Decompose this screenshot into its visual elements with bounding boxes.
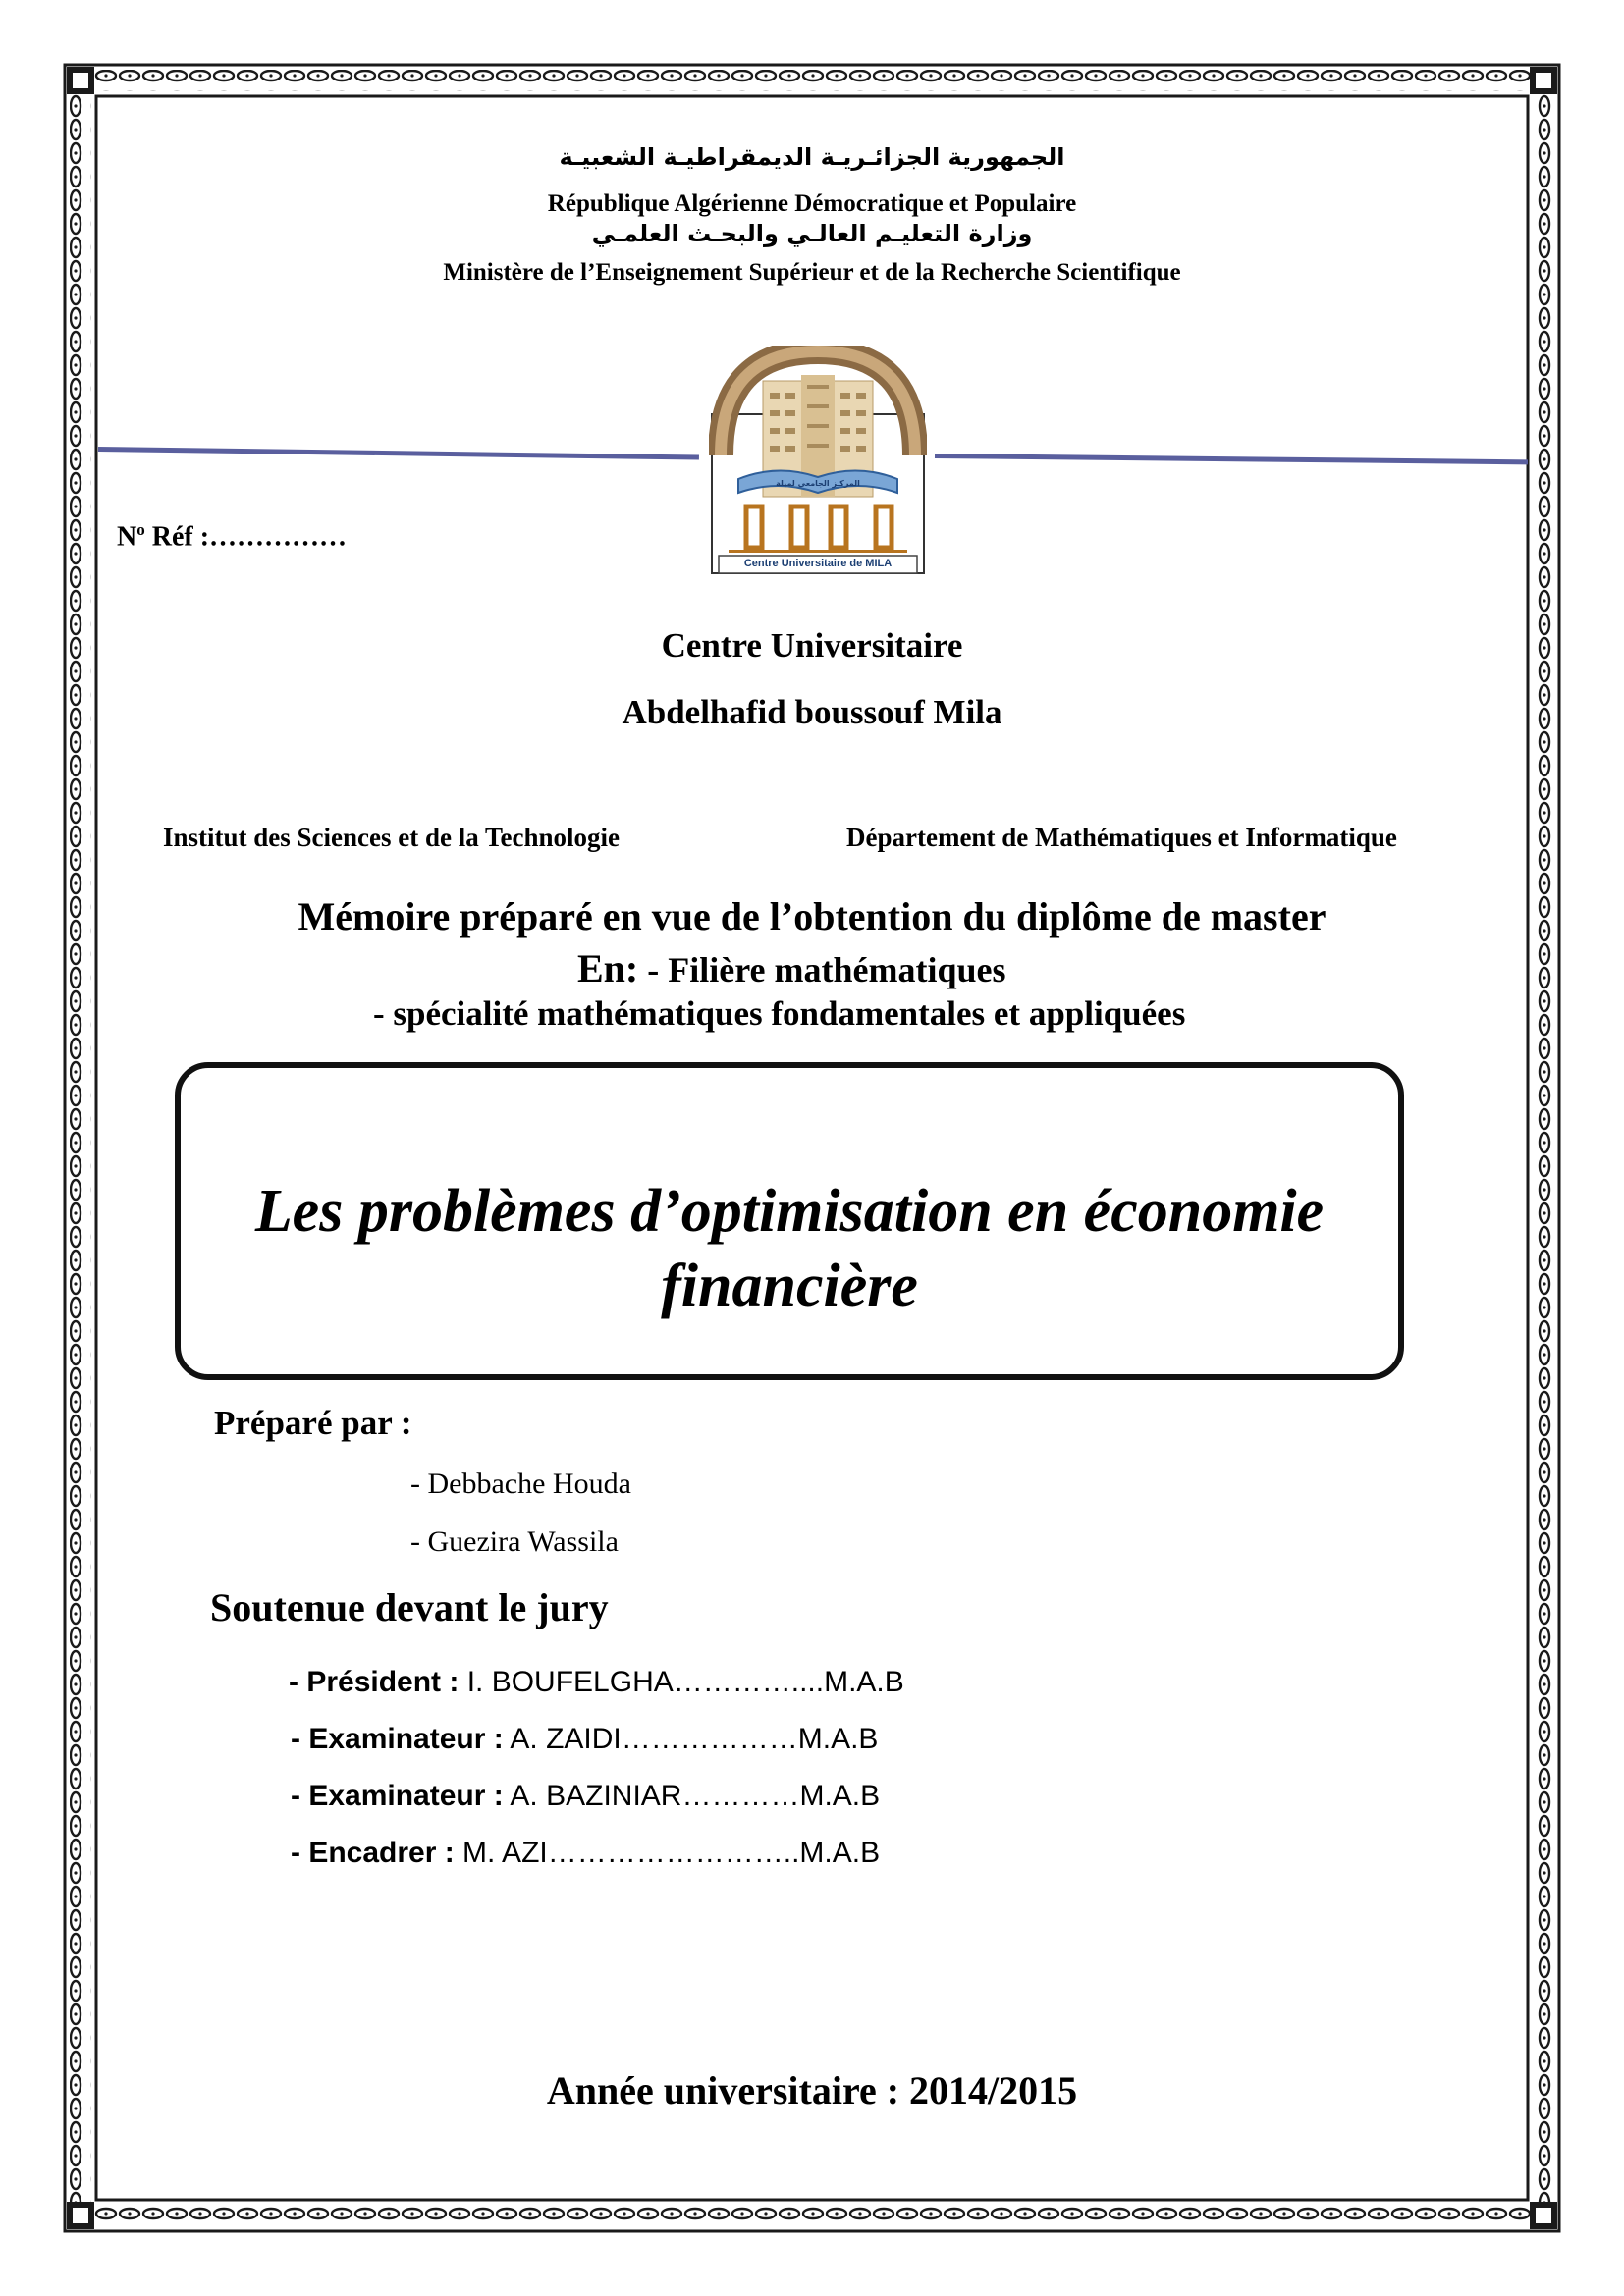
jury-member-supervisor: - Encadrer : M. AZI……………………..M.A.B (291, 1837, 881, 1869)
memoire-field: En: - Filière mathématiques (577, 946, 1006, 990)
prepared-by-label: Préparé par : (214, 1404, 412, 1442)
university-name-line2: Abdelhafid boussouf Mila (622, 693, 1002, 731)
academic-year: Année universitaire : 2014/2015 (546, 2068, 1078, 2112)
header-french-ministry: Ministère de l’Enseignement Supérieur et de la Recherche Scientifique (443, 259, 1181, 286)
header-arabic-republic: الجمهورية الجزائـريـة الديمقراطيـة الشعبيـة (559, 143, 1065, 171)
en-label: En: (577, 946, 639, 990)
university-logo (709, 346, 927, 575)
memoire-speciality: - spécialité mathématiques fondamentales et appliquées (373, 994, 1186, 1033)
memoire-description: Mémoire préparé en vue de l’obtention du diplôme de master (298, 894, 1326, 938)
title-box (175, 1062, 1404, 1380)
thesis-title-line2: financière (661, 1253, 918, 1319)
university-name-line1: Centre Universitaire (661, 626, 963, 665)
thesis-title-line1: Les problèmes d’optimisation en économie (254, 1178, 1325, 1245)
department-name: Département de Mathématiques et Informatique (846, 823, 1397, 852)
university-building-icon (709, 346, 927, 575)
jury-heading: Soutenue devant le jury (210, 1585, 609, 1629)
logo-caption: Centre Universitaire de MILA (743, 558, 893, 569)
author-2: - Guezira Wassila (410, 1525, 619, 1558)
header-arabic-ministry: وزارة التعليـم العالـي والبحـث العلمـي (591, 220, 1033, 247)
header-french-republic: République Algérienne Démocratique et Populaire (547, 190, 1077, 217)
jury-member-president: - Président : I. BOUFELGHA…………....M.A.B (289, 1666, 904, 1698)
reference-number: $N^o$ Réf :…………… (117, 520, 348, 553)
institute-name: Institut des Sciences et de la Technologie (163, 823, 621, 852)
jury-member-examiner-2: - Examinateur : A. BAZINIAR…………M.A.B (291, 1780, 881, 1812)
author-1: - Debbache Houda (410, 1468, 631, 1500)
logo-arabic-caption: المركـز الجامعي لميلة (776, 479, 860, 488)
jury-member-examiner-1: - Examinateur : A. ZAIDI………………M.A.B (291, 1723, 879, 1755)
